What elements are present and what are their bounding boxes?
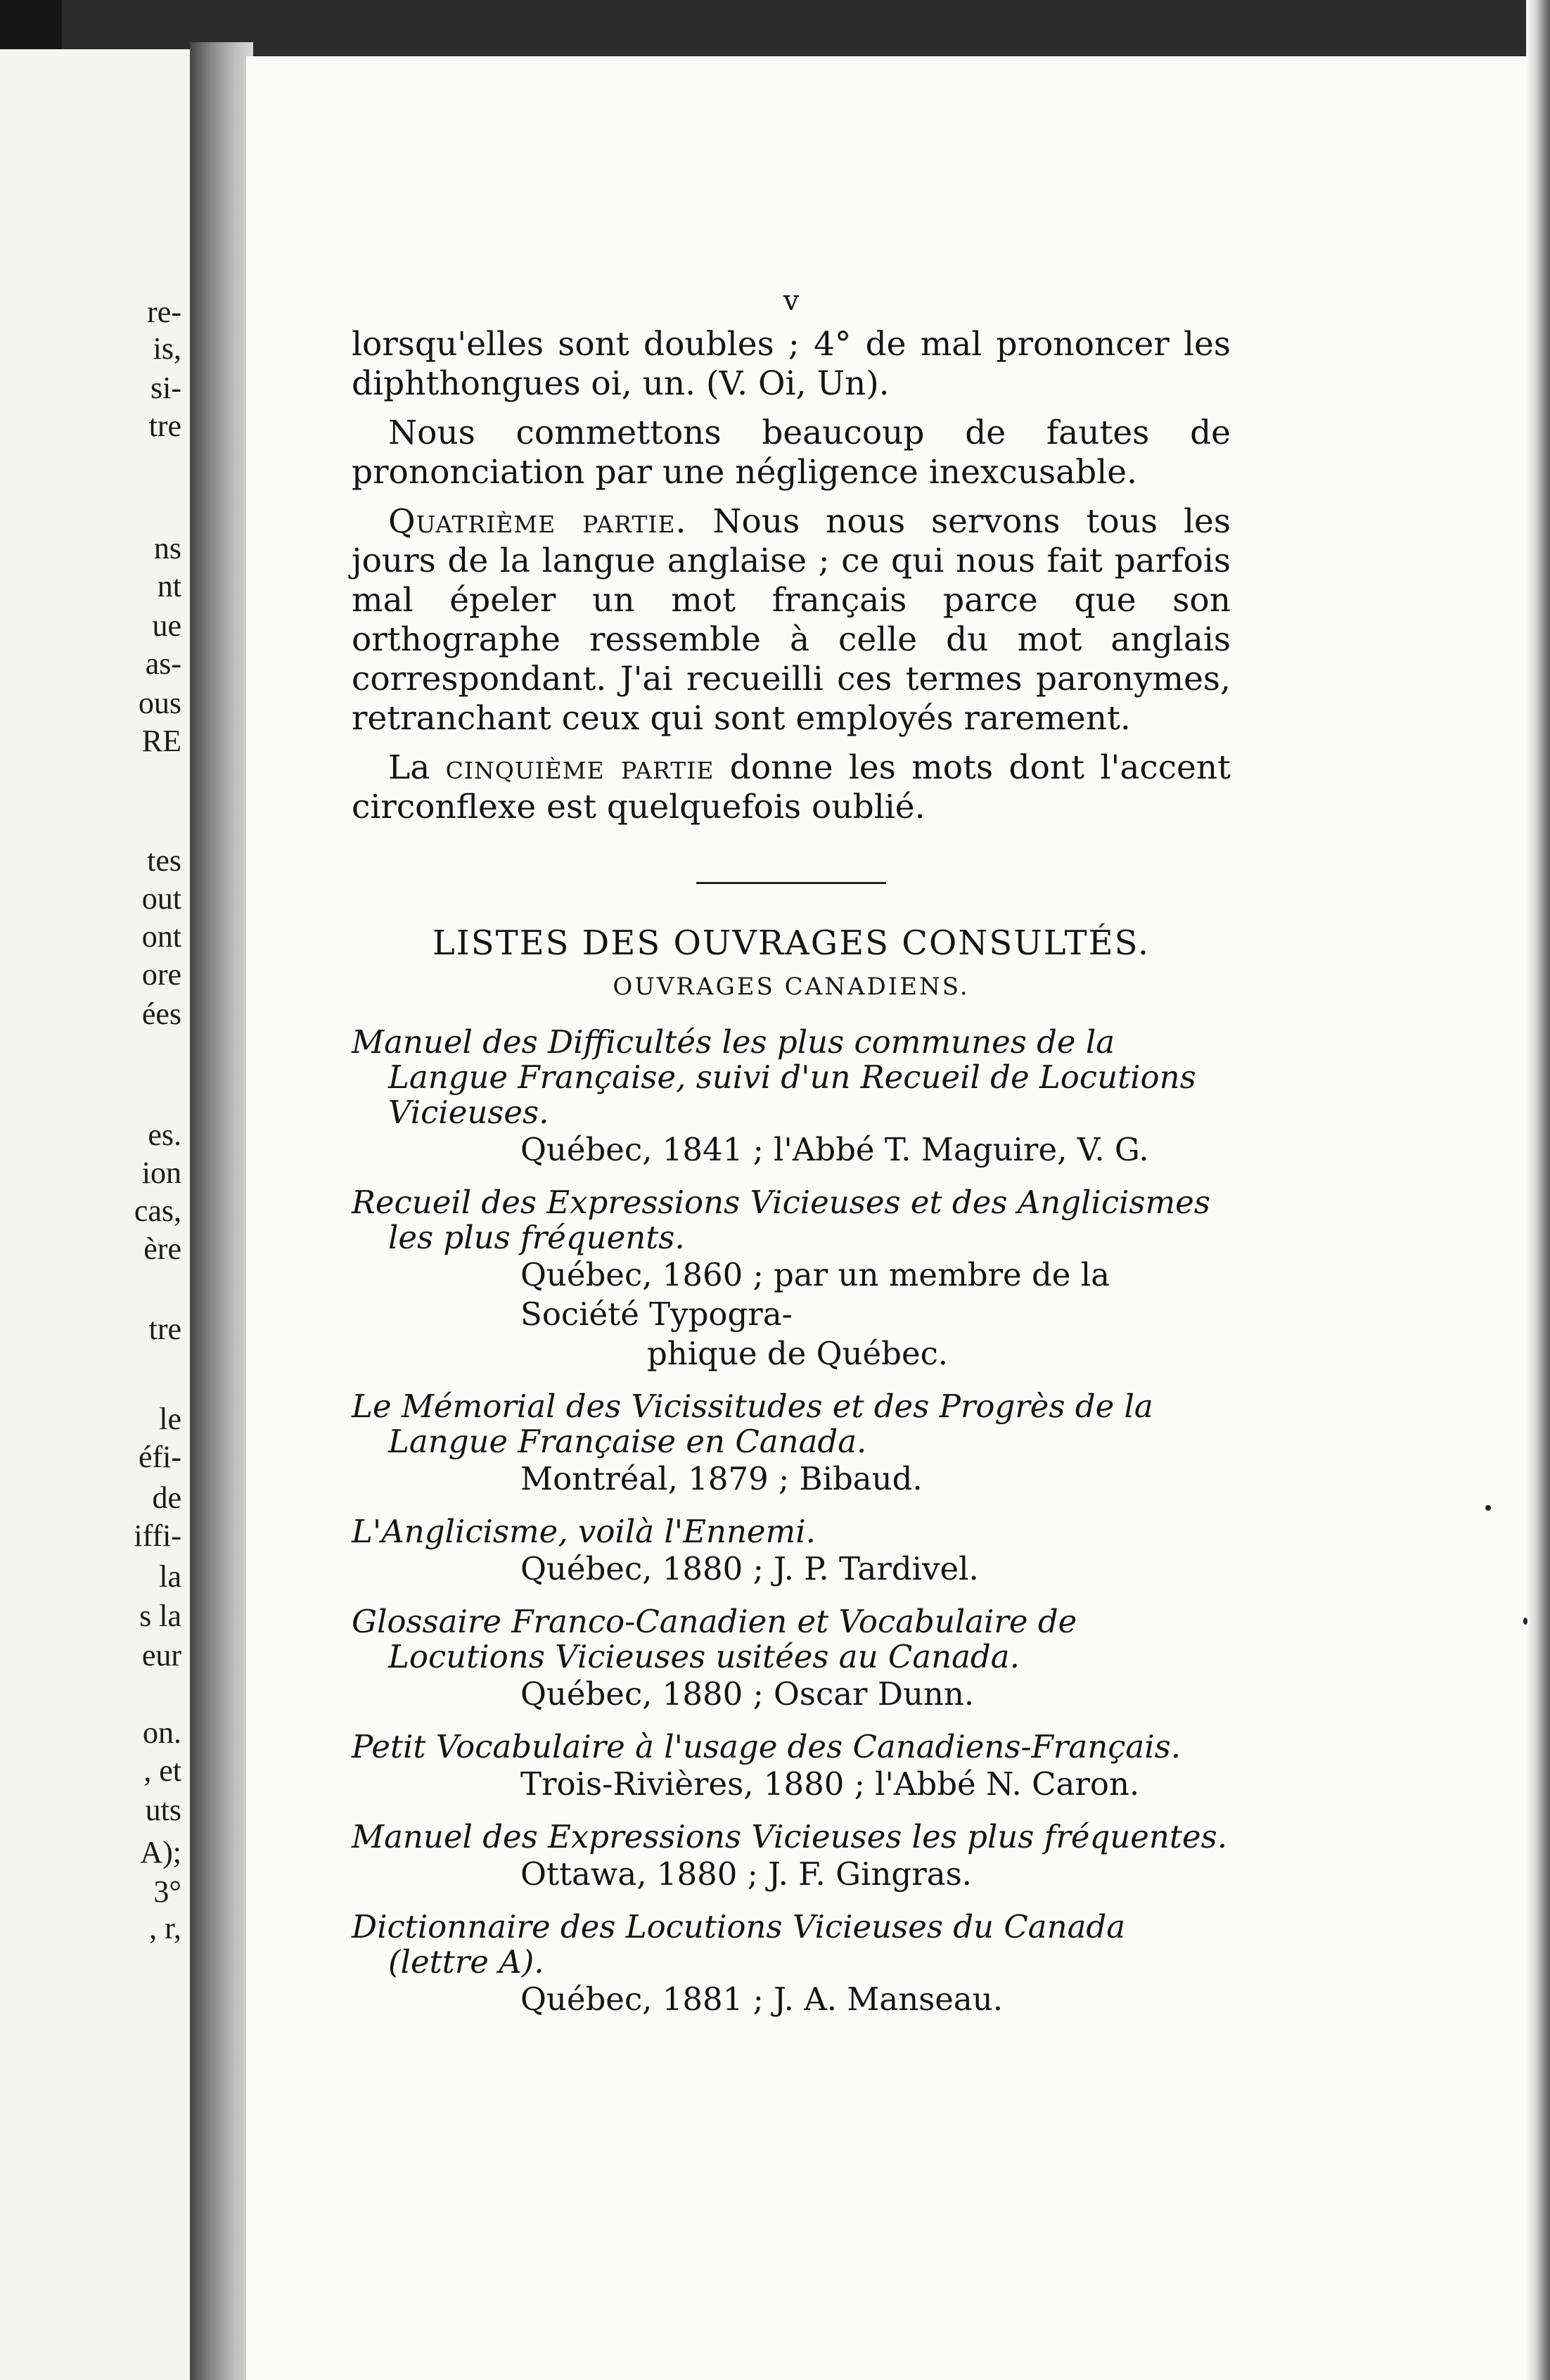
left-page-fragment: out <box>141 881 181 916</box>
bibliography-entry <box>352 1819 1231 1894</box>
entry-publication: Trois-Rivières, 1880 ; l'Abbé N. Caron. <box>520 1765 1140 1803</box>
entry-title: L'Anglicisme, voilà l'Ennemi. <box>352 1513 816 1550</box>
entry-publication: Québec, 1881 ; J. A. Manseau. <box>520 1981 1004 2018</box>
section-divider <box>696 882 886 884</box>
left-page-fragment: la <box>159 1559 181 1594</box>
left-page-fragment: eur <box>141 1638 181 1672</box>
left-page-fragment: as- <box>145 646 181 681</box>
left-page-edge <box>0 49 190 2380</box>
part-4-label: Quatrième partie. <box>388 502 687 541</box>
entry-title: Dictionnaire des Locutions Vicieuses du Canada (lettre A). <box>352 1908 1126 1981</box>
left-page-fragment: ont <box>141 919 181 954</box>
entry-title: Petit Vocabulaire à l'usage des Canadiens-Français. <box>352 1728 1181 1765</box>
bibliography-entry <box>352 1909 1231 2019</box>
scan-speck <box>1523 1618 1527 1625</box>
entry-publication: Québec, 1880 ; J. P. Tardivel. <box>520 1550 979 1587</box>
left-page-fragment: is, <box>153 331 181 366</box>
book-gutter <box>190 42 253 2380</box>
left-page-fragment: A); <box>140 1835 181 1869</box>
left-page-fragment: nt <box>157 569 181 603</box>
entry-publication: Montréal, 1879 ; Bibaud. <box>520 1460 923 1497</box>
left-page-fragment: iffi- <box>134 1518 181 1553</box>
left-page-fragment: 3° <box>153 1874 181 1909</box>
left-page-fragment: , et <box>143 1753 181 1788</box>
left-page-fragment: s la <box>139 1599 181 1633</box>
entry-publication: Québec, 1841 ; l'Abbé T. Maguire, V. G. <box>520 1131 1149 1168</box>
left-page-fragment: tre <box>148 1312 181 1346</box>
left-page-fragment: on. <box>143 1715 181 1750</box>
part-5-label: cinquième partie <box>445 748 715 787</box>
list-subtitle: OUVRAGES CANADIENS. <box>613 973 970 1001</box>
left-page-fragment: tes <box>147 843 181 878</box>
left-page-fragment: , r, <box>149 1911 181 1945</box>
scan-border-right <box>1526 0 1550 2380</box>
bibliography-entry <box>352 1514 1231 1589</box>
left-page-fragment: ion <box>141 1156 181 1190</box>
left-page-fragment: ue <box>152 608 181 643</box>
left-page-fragment: le <box>159 1402 181 1436</box>
bibliography-list <box>352 1025 1231 2019</box>
entry-publication: Québec, 1860 ; par un membre de la Société Typogra- <box>520 1256 1110 1333</box>
left-page-fragment: es. <box>148 1118 181 1152</box>
entry-publication: Ottawa, 1880 ; J. F. Gingras. <box>520 1855 972 1893</box>
list-title: LISTES DES OUVRAGES CONSULTÉS. <box>432 923 1151 963</box>
left-page-fragment: ère <box>143 1231 181 1266</box>
left-page-fragment: ns <box>153 531 181 565</box>
left-page-fragment: si- <box>150 371 181 405</box>
entry-title: Recueil des Expressions Vicieuses et des Anglicismes les plus fréquents. <box>352 1184 1210 1256</box>
bibliography-entry <box>352 1025 1231 1170</box>
left-page-fragment: éfi- <box>138 1440 181 1474</box>
left-page-fragment: ées <box>141 997 181 1031</box>
entry-publication-continued: phique de Québec. <box>647 1335 949 1372</box>
bibliography-entry <box>352 1729 1231 1804</box>
paragraph-part-5 <box>352 748 1231 827</box>
left-page-fragment: uts <box>145 1793 181 1827</box>
part-5-text: donne les mots dont l'accent circonflexe est quelquefois oublié. <box>352 748 1231 826</box>
paragraph-1: lorsqu'elles sont doubles ; 4° de mal prononcer les diphthongues oi, un. (V. Oi, Un). <box>352 325 1231 403</box>
paragraph-part-4 <box>352 502 1231 738</box>
page-folio: v <box>783 285 800 317</box>
paragraph-2: Nous commettons beaucoup de fautes de prononciation par une négligence inexcusable. <box>352 414 1231 492</box>
left-page-fragment: tre <box>148 409 181 443</box>
bibliography-entry <box>352 1389 1231 1499</box>
entry-title: Manuel des Difficultés les plus communes de la Langue Française, suivi d'un Recueil de Locutions Vicieuses. <box>352 1023 1196 1131</box>
part-5-pre: La <box>388 748 446 787</box>
page-text <box>352 281 1231 2035</box>
entry-publication: Québec, 1880 ; Oscar Dunn. <box>520 1675 975 1713</box>
left-page-fragment: cas, <box>134 1194 181 1228</box>
left-page-fragment: re- <box>147 295 181 329</box>
bibliography-entry <box>352 1604 1231 1714</box>
left-page-fragment: de <box>152 1480 181 1515</box>
part-4-text: Nous nous servons tous les jours de la langue anglaise ; ce qui nous fait parfois mal épeler un mot français parce que son orthographe ressemble à celle du mot anglais correspondant. J'ai recueilli ces termes paronymes, retranchant ceux qui sont employés rarement. <box>352 502 1231 738</box>
scan-speck <box>1485 1505 1491 1511</box>
entry-title: Manuel des Expressions Vicieuses les plus fréquentes. <box>352 1818 1227 1855</box>
bibliography-entry <box>352 1185 1231 1374</box>
left-page-fragment: ous <box>138 686 181 720</box>
entry-title: Le Mémorial des Vicissitudes et des Progrès de la Langue Française en Canada. <box>352 1388 1153 1460</box>
entry-title: Glossaire Franco-Canadien et Vocabulaire de Locutions Vicieuses usitées au Canada. <box>352 1603 1077 1675</box>
left-page-fragment: ore <box>141 957 181 992</box>
left-page-fragment: RE <box>141 724 181 758</box>
